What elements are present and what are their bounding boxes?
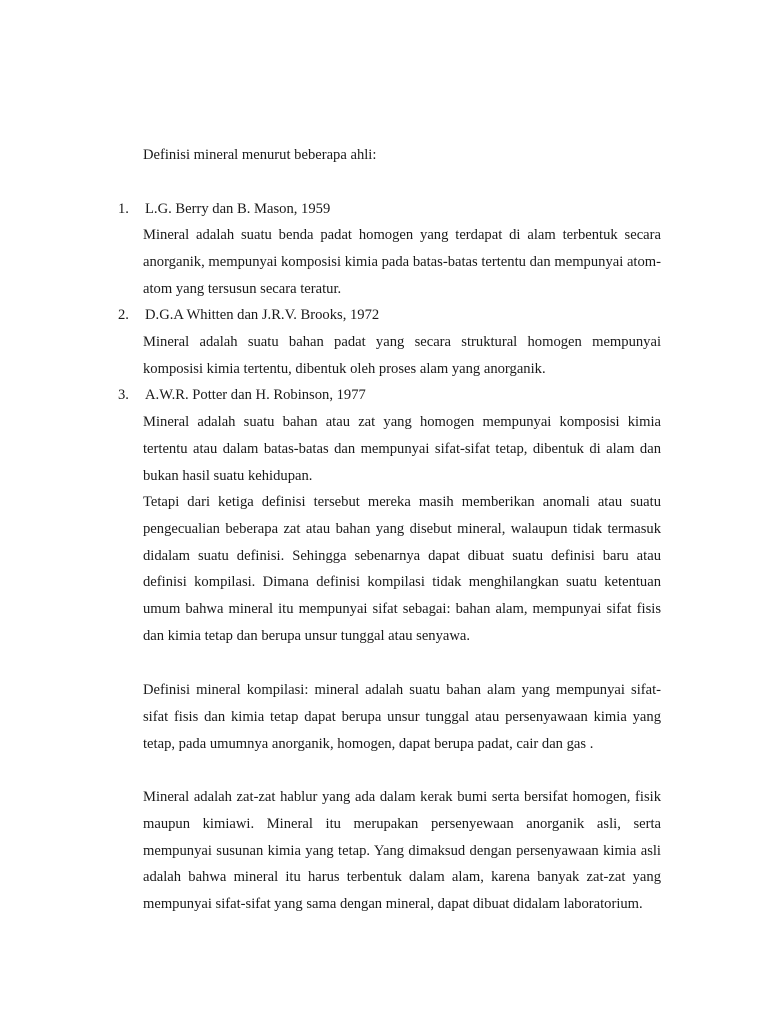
list-item-1-title: L.G. Berry dan B. Mason, 1959 bbox=[145, 201, 331, 217]
list-item-1-number: 1. bbox=[118, 201, 129, 217]
paragraph-hablur: Mineral adalah zat-zat hablur yang ada dalam kerak bumi serta bersifat homogen, fisik maupun kimiawi. Mineral itu merupakan persenyewaan anorganik asli, serta mempunyai susunan kimia yang tetap. Yang dimaksud dengan persenyawaan kimia asli adalah bahwa mineral itu harus terbentuk dalam alam, karena banyak zat-zat yang mempunyai sifat-sifat yang sama dengan mineral, dapat dibuat didalam laboratorium. bbox=[143, 789, 661, 913]
list-item-2-heading bbox=[118, 302, 661, 329]
list-item-2-number: 2. bbox=[118, 307, 129, 323]
list-item-1-heading bbox=[118, 196, 661, 223]
list-item-3-body: Mineral adalah suatu bahan atau zat yang homogen mempunyai komposisi kimia tertentu atau dalam batas-batas dan mempunyai sifat-sifat tetap, dibentuk di alam dan bukan hasil suatu kehidupan. bbox=[143, 414, 661, 484]
list-item-3-title: A.W.R. Potter dan H. Robinson, 1977 bbox=[145, 387, 366, 403]
list-item-3-heading bbox=[118, 382, 661, 409]
paragraph-anomali: Tetapi dari ketiga definisi tersebut mereka masih memberikan anomali atau suatu pengecualian beberapa zat atau bahan yang disebut mineral, walaupun tidak termasuk didalam suatu definisi. Sehingga sebenarnya dapat dibuat suatu definisi baru atau definisi kompilasi. Dimana definisi kompilasi tidak menghilangkan suatu ketentuan umum bahwa mineral itu mempunyai sifat sebagai: bahan alam, mempunyai sifat fisis dan kimia tetap dan berupa unsur tunggal atau senyawa. bbox=[143, 494, 661, 644]
list-item-2-title: D.G.A Whitten dan J.R.V. Brooks, 1972 bbox=[145, 307, 380, 323]
list-item-1-body: Mineral adalah suatu benda padat homogen yang terdapat di alam terbentuk secara anorganik, mempunyai komposisi kimia pada batas-batas tertentu dan mempunyai atom-atom yang tersusun secara teratur. bbox=[143, 227, 661, 297]
intro-line: Definisi mineral menurut beberapa ahli: bbox=[143, 147, 377, 163]
list-item-2-body: Mineral adalah suatu bahan padat yang secara struktural homogen mempunyai komposisi kimia tertentu, dibentuk oleh proses alam yang anorganik. bbox=[143, 334, 661, 377]
list-item-3-number: 3. bbox=[118, 387, 129, 403]
paragraph-kompilasi: Definisi mineral kompilasi: mineral adalah suatu bahan alam yang mempunyai sifat-sifat fisis dan kimia tetap dapat berupa unsur tunggal atau persenyawaan kimia yang tetap, pada umumnya anorganik, homogen, dapat berupa padat, cair dan gas . bbox=[143, 682, 661, 752]
